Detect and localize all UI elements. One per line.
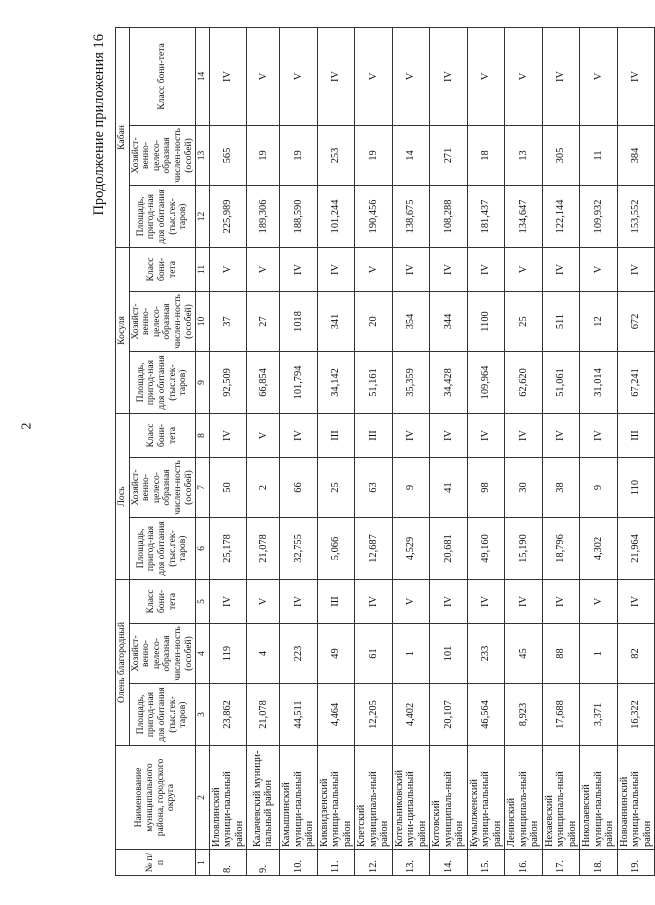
elk-area: 12,687 (355, 517, 393, 579)
district-name: Калачевский муници-пальный район (247, 746, 280, 850)
elk-area: 20,681 (430, 517, 468, 579)
red-deer-area: 44,511 (280, 684, 318, 746)
boar-capacity: 305 (542, 125, 580, 185)
elk-class: V (247, 413, 280, 457)
boar-capacity: 13 (505, 125, 543, 185)
roe-deer-capacity: 27 (247, 291, 280, 351)
boar-area: 134,647 (505, 185, 543, 247)
table-row (430, 27, 468, 875)
col-number: 14 (196, 27, 210, 125)
header-area: Площадь, пригод-ная для обитания (тыс.гек-таров) (129, 684, 196, 746)
roe-deer-area: 109,964 (467, 351, 505, 413)
district-name: Котовский муниципаль-ный район (430, 746, 468, 850)
district-name: Киквидзенский муници-пальный район (317, 746, 355, 850)
boar-capacity: 384 (617, 125, 655, 185)
table-row (392, 27, 430, 875)
elk-capacity: 25 (317, 457, 355, 517)
col-number: 1 (196, 850, 210, 876)
col-number: 13 (196, 125, 210, 185)
row-number: 12. (355, 850, 393, 876)
red-deer-capacity: 119 (209, 624, 247, 684)
roe-deer-area: 34,428 (430, 351, 468, 413)
roe-deer-capacity: 12 (580, 291, 618, 351)
header-capacity: Хозяйст-венно-целесо-образная числен-ность (особей) (129, 457, 196, 517)
header-class: Класс бони-тета (129, 413, 196, 457)
elk-area: 15,190 (505, 517, 543, 579)
boar-class: IV (317, 27, 355, 125)
table-row (617, 27, 655, 875)
district-name: Кумылженский муници-пальный район (467, 746, 505, 850)
group-roe-deer: Косуля (116, 247, 130, 413)
roe-deer-class: V (209, 247, 247, 291)
boar-class: V (580, 27, 618, 125)
boar-class: IV (542, 27, 580, 125)
col-number: 4 (196, 624, 210, 684)
red-deer-class: V (247, 579, 280, 623)
roe-deer-area: 92,509 (209, 351, 247, 413)
table-row (280, 27, 318, 875)
roe-deer-class: IV (280, 247, 318, 291)
red-deer-class: V (580, 579, 618, 623)
elk-class: IV (280, 413, 318, 457)
roe-deer-capacity: 511 (542, 291, 580, 351)
red-deer-class: IV (209, 579, 247, 623)
boar-class: IV (209, 27, 247, 125)
red-deer-capacity: 223 (280, 624, 318, 684)
roe-deer-capacity: 20 (355, 291, 393, 351)
col-number: 5 (196, 579, 210, 623)
roe-deer-class: IV (430, 247, 468, 291)
district-name: Котельниковский муни-ципальный район (392, 746, 430, 850)
elk-class: IV (430, 413, 468, 457)
district-name: Камышинский муници-пальный район (280, 746, 318, 850)
table-row (580, 27, 618, 875)
col-number: 11 (196, 247, 210, 291)
row-number: 18. (580, 850, 618, 876)
row-number: 15. (467, 850, 505, 876)
elk-area: 4,302 (580, 517, 618, 579)
red-deer-class: IV (617, 579, 655, 623)
elk-capacity: 30 (505, 457, 543, 517)
elk-area: 18,796 (542, 517, 580, 579)
red-deer-capacity: 45 (505, 624, 543, 684)
row-number: 10. (280, 850, 318, 876)
boar-area: 188,590 (280, 185, 318, 247)
elk-capacity: 41 (430, 457, 468, 517)
elk-area: 21,078 (247, 517, 280, 579)
table-row (355, 27, 393, 875)
page-number: 2 (19, 422, 35, 430)
boar-area: 153,552 (617, 185, 655, 247)
boar-area: 138,675 (392, 185, 430, 247)
row-number: 16. (505, 850, 543, 876)
roe-deer-class: IV (317, 247, 355, 291)
table-row (247, 27, 280, 875)
elk-capacity: 2 (247, 457, 280, 517)
elk-capacity: 9 (392, 457, 430, 517)
roe-deer-class: IV (617, 247, 655, 291)
header-class: Класс бони-тета (129, 579, 196, 623)
roe-deer-class: IV (542, 247, 580, 291)
roe-deer-area: 51,161 (355, 351, 393, 413)
col-number: 3 (196, 684, 210, 746)
red-deer-area: 3,371 (580, 684, 618, 746)
header-capacity: Хозяйст-венно-целесо-образная числен-ность (особей) (129, 291, 196, 351)
roe-deer-area: 51,061 (542, 351, 580, 413)
boar-class: V (280, 27, 318, 125)
boar-area: 181,437 (467, 185, 505, 247)
roe-deer-capacity: 37 (209, 291, 247, 351)
red-deer-capacity: 4 (247, 624, 280, 684)
col-number: 2 (196, 746, 210, 850)
boar-area: 122,144 (542, 185, 580, 247)
roe-deer-capacity: 672 (617, 291, 655, 351)
header-capacity: Хозяйст-венно-целесо-образная числен-ность (особей) (129, 624, 196, 684)
elk-capacity: 38 (542, 457, 580, 517)
elk-area: 5,066 (317, 517, 355, 579)
red-deer-area: 12,205 (355, 684, 393, 746)
boar-area: 225,989 (209, 185, 247, 247)
elk-capacity: 66 (280, 457, 318, 517)
roe-deer-area: 101,794 (280, 351, 318, 413)
district-name: Иловлинский муници-пальный район (209, 746, 247, 850)
elk-class: IV (392, 413, 430, 457)
roe-deer-area: 35,359 (392, 351, 430, 413)
elk-class: IV (505, 413, 543, 457)
district-name: Клетский муниципаль-ный район (355, 746, 393, 850)
elk-capacity: 63 (355, 457, 393, 517)
boar-capacity: 19 (247, 125, 280, 185)
boar-class: V (505, 27, 543, 125)
boar-area: 189,306 (247, 185, 280, 247)
col-number: 9 (196, 351, 210, 413)
district-name: Новоаннинский муници-пальный район (617, 746, 655, 850)
elk-class: IV (542, 413, 580, 457)
elk-class: IV (209, 413, 247, 457)
col-number: 8 (196, 413, 210, 457)
roe-deer-capacity: 341 (317, 291, 355, 351)
roe-deer-capacity: 1100 (467, 291, 505, 351)
boar-capacity: 19 (280, 125, 318, 185)
row-number: 14. (430, 850, 468, 876)
boar-class: V (355, 27, 393, 125)
boar-capacity: 18 (467, 125, 505, 185)
boar-class: V (392, 27, 430, 125)
elk-area: 49,160 (467, 517, 505, 579)
row-number: 11. (317, 850, 355, 876)
red-deer-class: IV (280, 579, 318, 623)
header-class: Класс бони-тета (129, 247, 196, 291)
red-deer-class: IV (542, 579, 580, 623)
group-wild-boar: Кабан (116, 27, 130, 247)
header-name: Наименование муниципального района, городского округа (116, 746, 196, 850)
col-number: 6 (196, 517, 210, 579)
red-deer-capacity: 49 (317, 624, 355, 684)
boar-area: 108,288 (430, 185, 468, 247)
district-name: Ленинский муниципаль-ный район (505, 746, 543, 850)
table-body (209, 27, 655, 875)
boar-class: IV (617, 27, 655, 125)
roe-deer-capacity: 344 (430, 291, 468, 351)
red-deer-class: IV (505, 579, 543, 623)
roe-deer-class: IV (467, 247, 505, 291)
row-number: 19. (617, 850, 655, 876)
table-row (467, 27, 505, 875)
red-deer-class: IV (467, 579, 505, 623)
header-group-row (116, 27, 130, 875)
elk-area: 32,755 (280, 517, 318, 579)
boar-capacity: 565 (209, 125, 247, 185)
elk-capacity: 50 (209, 457, 247, 517)
elk-area: 4,529 (392, 517, 430, 579)
header-area: Площадь, пригод-ная для обитания (тыс.гек-таров) (129, 517, 196, 579)
group-red-deer: Олень благородный (116, 579, 130, 745)
red-deer-class: IV (430, 579, 468, 623)
elk-capacity: 98 (467, 457, 505, 517)
red-deer-capacity: 1 (580, 624, 618, 684)
roe-deer-area: 66,854 (247, 351, 280, 413)
boar-capacity: 19 (355, 125, 393, 185)
roe-deer-capacity: 354 (392, 291, 430, 351)
group-elk: Лось (116, 413, 130, 579)
header-capacity: Хозяйст-венно-целесо-образная числен-ность (особей) (129, 125, 196, 185)
roe-deer-area: 62,620 (505, 351, 543, 413)
red-deer-area: 8,923 (505, 684, 543, 746)
boar-class: V (467, 27, 505, 125)
row-number: 9. (247, 850, 280, 876)
red-deer-capacity: 88 (542, 624, 580, 684)
elk-area: 21,964 (617, 517, 655, 579)
red-deer-area: 23,862 (209, 684, 247, 746)
elk-class: III (355, 413, 393, 457)
roe-deer-area: 67,241 (617, 351, 655, 413)
roe-deer-class: V (505, 247, 543, 291)
elk-class: IV (467, 413, 505, 457)
col-number: 10 (196, 291, 210, 351)
roe-deer-capacity: 1018 (280, 291, 318, 351)
red-deer-class: IV (355, 579, 393, 623)
boar-capacity: 253 (317, 125, 355, 185)
hunting-resources-table (115, 27, 655, 876)
boar-capacity: 271 (430, 125, 468, 185)
red-deer-class: III (317, 579, 355, 623)
red-deer-area: 17,688 (542, 684, 580, 746)
roe-deer-class: V (355, 247, 393, 291)
roe-deer-class: IV (392, 247, 430, 291)
red-deer-capacity: 82 (617, 624, 655, 684)
boar-capacity: 14 (392, 125, 430, 185)
roe-deer-class: V (247, 247, 280, 291)
roe-deer-area: 34,142 (317, 351, 355, 413)
col-number: 7 (196, 457, 210, 517)
red-deer-area: 46,564 (467, 684, 505, 746)
boar-area: 109,932 (580, 185, 618, 247)
col-number: 12 (196, 185, 210, 247)
red-deer-area: 4,464 (317, 684, 355, 746)
boar-capacity: 11 (580, 125, 618, 185)
elk-class: III (617, 413, 655, 457)
table-row (317, 27, 355, 875)
roe-deer-area: 31,014 (580, 351, 618, 413)
row-number: 8. (209, 850, 247, 876)
boar-area: 101,244 (317, 185, 355, 247)
elk-class: IV (580, 413, 618, 457)
red-deer-class: V (392, 579, 430, 623)
boar-class: V (247, 27, 280, 125)
header-area: Площадь, пригод-ная для обитания (тыс.гек-таров) (129, 185, 196, 247)
red-deer-area: 21,078 (247, 684, 280, 746)
rotated-page-content (85, 22, 653, 882)
header-class: Класс бони-тета (129, 27, 196, 125)
row-number: 17. (542, 850, 580, 876)
row-number: 13. (392, 850, 430, 876)
red-deer-area: 16,322 (617, 684, 655, 746)
red-deer-area: 20,107 (430, 684, 468, 746)
red-deer-capacity: 101 (430, 624, 468, 684)
district-name: Нехаевский муниципаль-ный район (542, 746, 580, 850)
district-name: Николаевский муници-пальный район (580, 746, 618, 850)
elk-capacity: 110 (617, 457, 655, 517)
column-number-row (196, 27, 210, 875)
red-deer-area: 4,402 (392, 684, 430, 746)
table-row (542, 27, 580, 875)
table-row (209, 27, 247, 875)
roe-deer-capacity: 25 (505, 291, 543, 351)
header-no: № п/п (116, 850, 196, 876)
boar-class: IV (430, 27, 468, 125)
continuation-caption: Продолжение приложения 16 (91, 34, 107, 216)
red-deer-capacity: 61 (355, 624, 393, 684)
header-area: Площадь, пригод-ная для обитания (тыс.гек-таров) (129, 351, 196, 413)
table-row (505, 27, 543, 875)
red-deer-capacity: 1 (392, 624, 430, 684)
boar-area: 190,456 (355, 185, 393, 247)
red-deer-capacity: 233 (467, 624, 505, 684)
roe-deer-class: V (580, 247, 618, 291)
elk-area: 25,178 (209, 517, 247, 579)
elk-capacity: 9 (580, 457, 618, 517)
elk-class: III (317, 413, 355, 457)
